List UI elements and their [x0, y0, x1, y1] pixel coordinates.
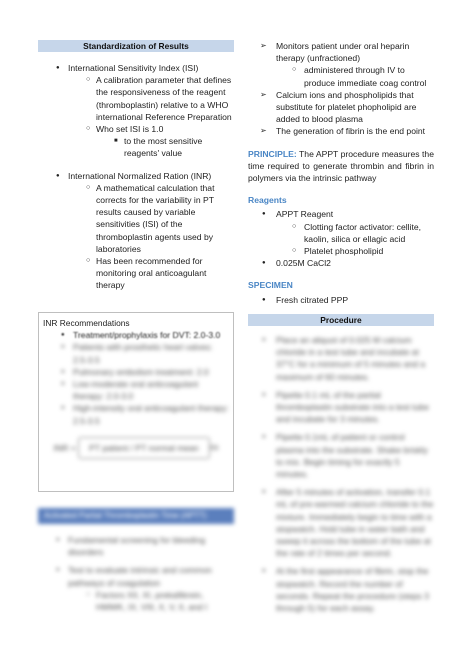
specimen-item: ● Fresh citrated PPP — [248, 294, 434, 306]
reagents-title: Reagents — [248, 195, 287, 206]
inr-box-item: ● Pulmonary embolism treatment: 2.0 — [43, 366, 229, 378]
procedure-step: ● After 5 minutes of activation, transfer 0.1 mL of pre-warmed calcium chloride to the mixture. Immediately begin to time with a stopwatch. Hold tube in water bath and sweep it across the bottom of the tube at the rate of 2 times per second. — [248, 486, 434, 559]
aptt-item: ● Test to evaluate intrinsic and common pathways of coagulation — [38, 564, 234, 588]
reagent-item: ● APPT Reagent — [248, 208, 434, 220]
isi-sub-note: ■ to the most sensitive reagents' value — [38, 135, 234, 159]
procedure-header-wrap — [248, 314, 434, 326]
inr-box-first-item: ● Treatment/prophylaxis for DVT: 2.0-3.0 — [43, 329, 229, 341]
arrow-subitem-iv: ○ administered through IV to produce immediate coag control — [248, 64, 434, 88]
isi-item: ● International Sensitivity Index (ISI) — [38, 62, 234, 74]
inr-box-item: ● Patients with prosthetic heart valves: 2.5-3.5 — [43, 341, 229, 365]
inr-definition: ○ A mathematical calculation that corrects for the variability in PT results caused by variable sensitivities (ISI) of the thromboplastin agents used by laboratories — [38, 182, 234, 255]
inr-box-title: INR Recommendations — [43, 318, 130, 328]
arrow-item-fibrin: ➢ The generation of fibrin is the end point — [248, 125, 434, 137]
standardization-list — [38, 62, 234, 292]
arrow-item-heparin: ➢ Monitors patient under oral heparin therapy (unfractioned) — [248, 40, 434, 64]
inr-formula: INR = PT patient / PT normal mean ISI — [43, 437, 229, 459]
arrow-item-calcium: ➢ Calcium ions and phospholipids that substitute for platelet phopholipid are added to blood plasma — [248, 89, 434, 126]
aptt-header: Activated Partial Thromboplastin Time (APTT) — [38, 508, 234, 524]
reagent-item: ● 0.025M CaCl2 — [248, 257, 434, 269]
principle-paragraph: PRINCIPLE: The APPT procedure measures the time required to generate thrombin and fibrin in polymers via the intrinsic pathway — [248, 148, 434, 184]
right-column — [248, 40, 434, 306]
specimen-title: SPECIMEN — [248, 280, 293, 291]
procedure-list — [248, 334, 434, 614]
inr-recommendation: ○ Has been recommended for monitoring oral anticoagulant therapy — [38, 255, 234, 292]
aptt-section — [38, 508, 234, 613]
procedure-step: ● Pipette 0.1 mL of the partial thromboplastin substrate into a test tube and incubate for 3 minutes. — [248, 389, 434, 426]
inr-recommendations-box — [38, 312, 234, 492]
standardization-header: Standardization of Results — [38, 40, 234, 52]
inr-box-item: ● High-intensity oral anticoagulant therapy: 2.5-3.5 — [43, 402, 229, 426]
isi-value: ○ Who set ISI is 1.0 — [38, 123, 234, 135]
left-column — [38, 40, 234, 292]
procedure-step: ● Pipette 0.1mL of patient or control plasma into the substrate. Shake briskly to mix. Begin timing for exactly 5 minutes. — [248, 431, 434, 480]
aptt-item: ● Fundamental screening for bleeding disorders — [38, 534, 234, 558]
procedure-step: ● Place an aliquot of 0.025 M calcium chloride in a test tube and incubate at 37°C for a minimum of 5 minutes and a maximum of 60 minutes. — [248, 334, 434, 383]
reagent-subitem: ○ Clotting factor activator: cellite, kaolin, silica or ellagic acid — [248, 221, 434, 245]
procedure-step: ● At the first appearance of fibrin, stop the stopwatch. Record the number of seconds. Repeat the procedure (steps 3 through 5) for each assay. — [248, 565, 434, 614]
reagent-subitem: ○ Platelet phospholipid — [248, 245, 434, 257]
inr-item: ● International Normalized Ration (INR) — [38, 170, 234, 182]
procedure-header: Procedure — [248, 314, 434, 326]
inr-box-item: ● Low-moderate oral anticoagulant therapy: 2.0-3.0 — [43, 378, 229, 402]
isi-definition: ○ A calibration parameter that defines the responsiveness of the reagent (thromboplastin) relative to a WHO international Reference Preparation — [38, 74, 234, 123]
inr-box-blurred-content — [43, 341, 229, 459]
aptt-subitem: ○ Factors XII, XI, prekallikrein, HMWK, IX, VIII, X, V, II, and I — [38, 589, 234, 613]
